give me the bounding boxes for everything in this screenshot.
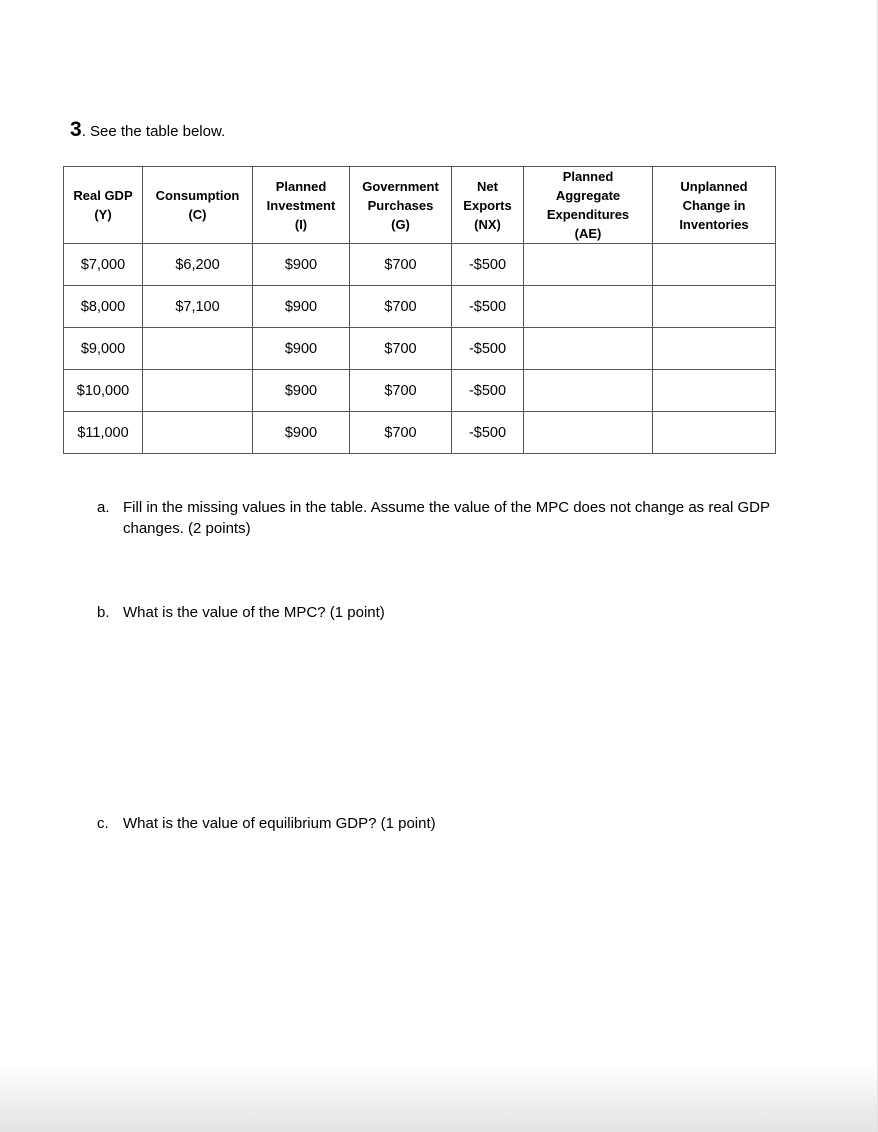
question-heading bbox=[70, 118, 225, 142]
header-line: (Y) bbox=[94, 207, 112, 222]
cell-net-exports: -$500 bbox=[452, 244, 524, 286]
header-line: Planned bbox=[275, 178, 327, 194]
part-a-text: Fill in the missing values in the table. Assume the value of the MPC does not change as real GDP changes. (2 points) bbox=[123, 499, 770, 537]
header-line: (NX) bbox=[474, 216, 501, 232]
header-line: Inventories bbox=[679, 216, 749, 232]
table-row bbox=[64, 370, 776, 412]
cell-net-exports: -$500 bbox=[452, 412, 524, 454]
cell-planned-investment: $900 bbox=[253, 412, 350, 454]
header-real-gdp bbox=[64, 167, 143, 244]
header-line: (C) bbox=[188, 207, 207, 222]
cell-planned-investment: $900 bbox=[253, 244, 350, 286]
part-b bbox=[97, 602, 797, 623]
cell-unplanned-inventories[interactable] bbox=[653, 286, 776, 328]
cell-planned-ae[interactable] bbox=[524, 328, 653, 370]
cell-planned-investment: $900 bbox=[253, 370, 350, 412]
cell-net-exports: -$500 bbox=[452, 286, 524, 328]
table-row bbox=[64, 328, 776, 370]
part-a bbox=[97, 497, 807, 539]
header-line: Investment bbox=[266, 197, 336, 213]
part-b-letter: b. bbox=[97, 604, 110, 621]
header-line: Change in bbox=[682, 197, 746, 213]
header-planned-investment bbox=[253, 167, 350, 244]
cell-planned-ae[interactable] bbox=[524, 286, 653, 328]
cell-consumption: $7,100 bbox=[143, 286, 253, 328]
cell-planned-investment: $900 bbox=[253, 286, 350, 328]
header-line: Net bbox=[477, 178, 498, 194]
header-line: Planned bbox=[562, 169, 614, 184]
part-b-text: What is the value of the MPC? (1 point) bbox=[123, 604, 385, 621]
cell-consumption[interactable] bbox=[143, 370, 253, 412]
header-line: (G) bbox=[391, 216, 410, 232]
cell-consumption[interactable] bbox=[143, 412, 253, 454]
cell-real-gdp: $7,000 bbox=[64, 244, 143, 286]
question-number-period: . bbox=[81, 123, 86, 140]
table-row bbox=[64, 244, 776, 286]
cell-unplanned-inventories[interactable] bbox=[653, 328, 776, 370]
header-line: (AE) bbox=[574, 226, 602, 241]
cell-unplanned-inventories[interactable] bbox=[653, 370, 776, 412]
table-row bbox=[64, 412, 776, 454]
cell-government-purchases: $700 bbox=[350, 328, 452, 370]
question-text: See the table below. bbox=[90, 123, 226, 140]
question-number: 3 bbox=[70, 118, 82, 141]
header-line: Real GDP bbox=[73, 188, 133, 203]
cell-real-gdp: $8,000 bbox=[64, 286, 143, 328]
cell-government-purchases: $700 bbox=[350, 412, 452, 454]
header-line: (I) bbox=[294, 216, 308, 232]
cell-consumption[interactable] bbox=[143, 328, 253, 370]
cell-real-gdp: $9,000 bbox=[64, 328, 143, 370]
cell-government-purchases: $700 bbox=[350, 244, 452, 286]
cell-planned-investment: $900 bbox=[253, 328, 350, 370]
cell-net-exports: -$500 bbox=[452, 370, 524, 412]
header-unplanned-change-in-inventories bbox=[653, 167, 776, 244]
header-line: Exports bbox=[463, 197, 512, 213]
table-header-row bbox=[64, 167, 776, 244]
cell-planned-ae[interactable] bbox=[524, 370, 653, 412]
header-planned-aggregate-expenditures bbox=[524, 167, 653, 244]
part-c bbox=[97, 813, 797, 834]
header-line: Expenditures bbox=[546, 207, 630, 222]
cell-consumption: $6,200 bbox=[143, 244, 253, 286]
header-net-exports bbox=[452, 167, 524, 244]
part-c-text: What is the value of equilibrium GDP? (1 point) bbox=[123, 815, 436, 832]
cell-real-gdp: $10,000 bbox=[64, 370, 143, 412]
header-consumption bbox=[143, 167, 253, 244]
cell-planned-ae[interactable] bbox=[524, 412, 653, 454]
cell-real-gdp: $11,000 bbox=[64, 412, 143, 454]
cell-unplanned-inventories[interactable] bbox=[653, 244, 776, 286]
table-row bbox=[64, 286, 776, 328]
header-government-purchases bbox=[350, 167, 452, 244]
part-a-letter: a. bbox=[97, 499, 110, 516]
cell-planned-ae[interactable] bbox=[524, 244, 653, 286]
aggregate-expenditure-table bbox=[63, 166, 776, 454]
header-line: Unplanned bbox=[680, 178, 748, 194]
header-line: Aggregate bbox=[555, 188, 621, 203]
cell-unplanned-inventories[interactable] bbox=[653, 412, 776, 454]
header-line: Consumption bbox=[155, 188, 240, 203]
cell-government-purchases: $700 bbox=[350, 370, 452, 412]
cell-government-purchases: $700 bbox=[350, 286, 452, 328]
header-line: Government bbox=[362, 178, 439, 194]
cell-net-exports: -$500 bbox=[452, 328, 524, 370]
page-bottom-shadow bbox=[0, 1062, 878, 1132]
header-line: Purchases bbox=[367, 197, 434, 213]
part-c-letter: c. bbox=[97, 815, 109, 832]
